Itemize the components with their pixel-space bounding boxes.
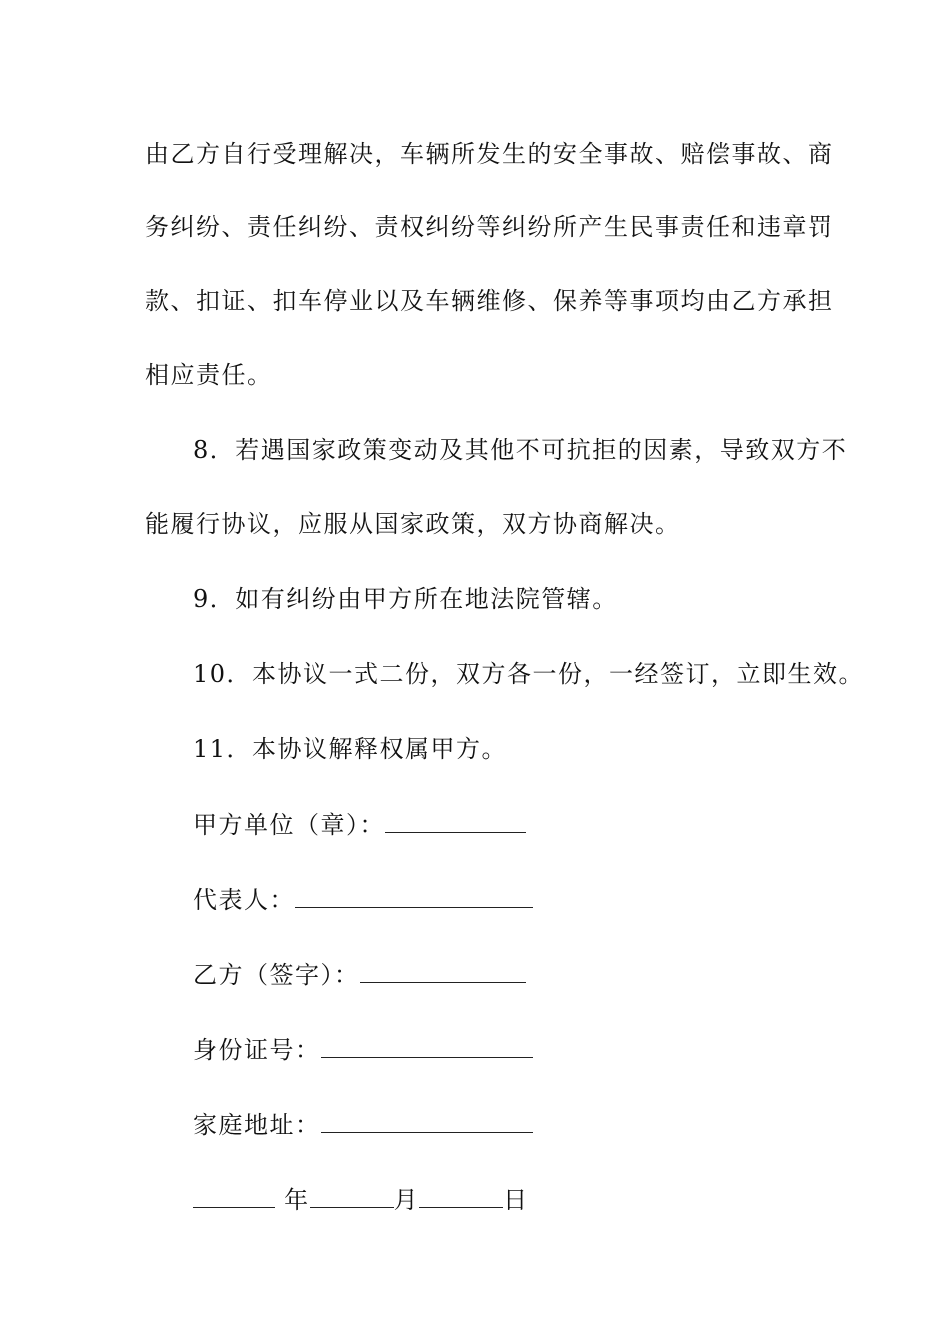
clause-8-text-line-1: 8．若遇国家政策变动及其他不可抗拒的因素，导致双方不 [193, 436, 848, 464]
day-label: 日 [503, 1186, 529, 1214]
clause-10-text: 10．本协议一式二份，双方各一份，一经签订，立即生效。 [193, 660, 865, 688]
party-a-blank[interactable] [385, 810, 526, 833]
clause-8-text-line-2: 能履行协议，应服从国家政策，双方协商解决。 [145, 510, 681, 538]
representative-signature-line [193, 885, 533, 915]
party-b-signature-line [193, 960, 526, 990]
clause-7-text-line-1: 由乙方自行受理解决，车辆所发生的安全事故、赔偿事故、商 [145, 140, 834, 168]
address-blank[interactable] [321, 1110, 533, 1133]
year-label: 年 [284, 1186, 310, 1214]
clause-7-text-line-2: 务纠纷、责任纠纷、责权纠纷等纠纷所产生民事责任和违章罚 [145, 213, 834, 241]
clause-9-text: 9．如有纠纷由甲方所在地法院管辖。 [193, 585, 618, 613]
representative-label: 代表人： [193, 886, 295, 914]
date-line [193, 1185, 529, 1215]
year-blank[interactable] [193, 1185, 275, 1208]
id-number-blank[interactable] [321, 1035, 533, 1058]
party-b-blank[interactable] [360, 960, 526, 983]
month-label: 月 [393, 1186, 420, 1214]
clause-11-text: 11．本协议解释权属甲方。 [193, 735, 508, 763]
party-a-label: 甲方单位（章）： [193, 811, 385, 839]
id-number-label: 身份证号： [193, 1036, 321, 1064]
representative-blank[interactable] [295, 885, 533, 908]
clause-7-text-line-3: 款、扣证、扣车停业以及车辆维修、保养等事项均由乙方承担 [145, 287, 834, 315]
address-label: 家庭地址： [193, 1111, 321, 1139]
address-line [193, 1110, 533, 1140]
day-blank[interactable] [419, 1185, 503, 1208]
month-blank[interactable] [310, 1185, 394, 1208]
clause-7-text-line-4: 相应责任。 [145, 361, 273, 389]
party-a-signature-line [193, 810, 526, 840]
party-b-label: 乙方（签字）： [193, 961, 360, 989]
id-number-line [193, 1035, 533, 1065]
